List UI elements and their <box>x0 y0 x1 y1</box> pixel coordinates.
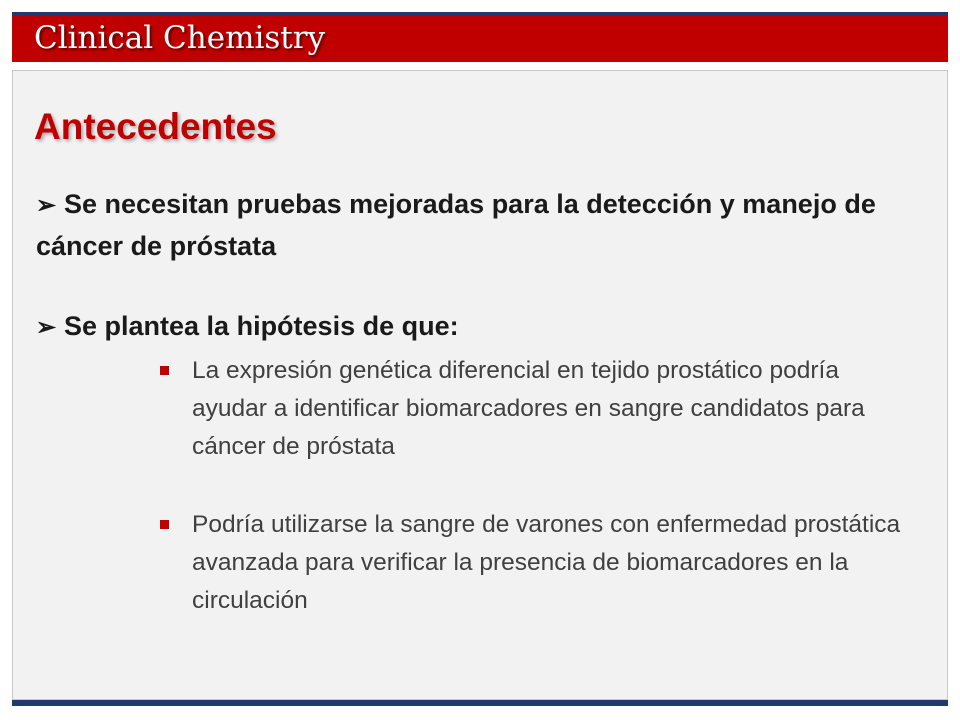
slide-title: Antecedentes <box>34 106 277 147</box>
bottom-rule <box>12 700 948 706</box>
bullet-text: Se necesitan pruebas mejoradas para la detección y manejo de cáncer de próstata <box>36 189 876 261</box>
header-bar <box>12 16 948 62</box>
bullet-item <box>36 306 906 348</box>
sub-bullet-text: La expresión genética diferencial en tejido prostático podría ayudar a identificar biomarcadores en sangre candidatos para cáncer de próstata <box>192 357 865 460</box>
brand-title: Clinical Chemistry <box>34 20 326 56</box>
sub-bullet-item <box>156 352 916 466</box>
bullet-item <box>36 184 906 266</box>
sub-item <box>156 352 916 466</box>
arrow-right-icon: ➢ <box>36 192 57 219</box>
square-bullet-icon <box>160 366 169 375</box>
sub-bullet-text: Podría utilizarse la sangre de varones con enfermedad prostática avanzada para verificar la presencia de biomarcadores en la circulación <box>192 511 901 614</box>
sub-item <box>156 506 916 620</box>
bullet-text: Se plantea la hipótesis de que: <box>64 311 459 341</box>
square-bullet-icon <box>160 520 169 529</box>
sub-bullet-item <box>156 506 916 620</box>
arrow-right-icon: ➢ <box>36 314 57 341</box>
